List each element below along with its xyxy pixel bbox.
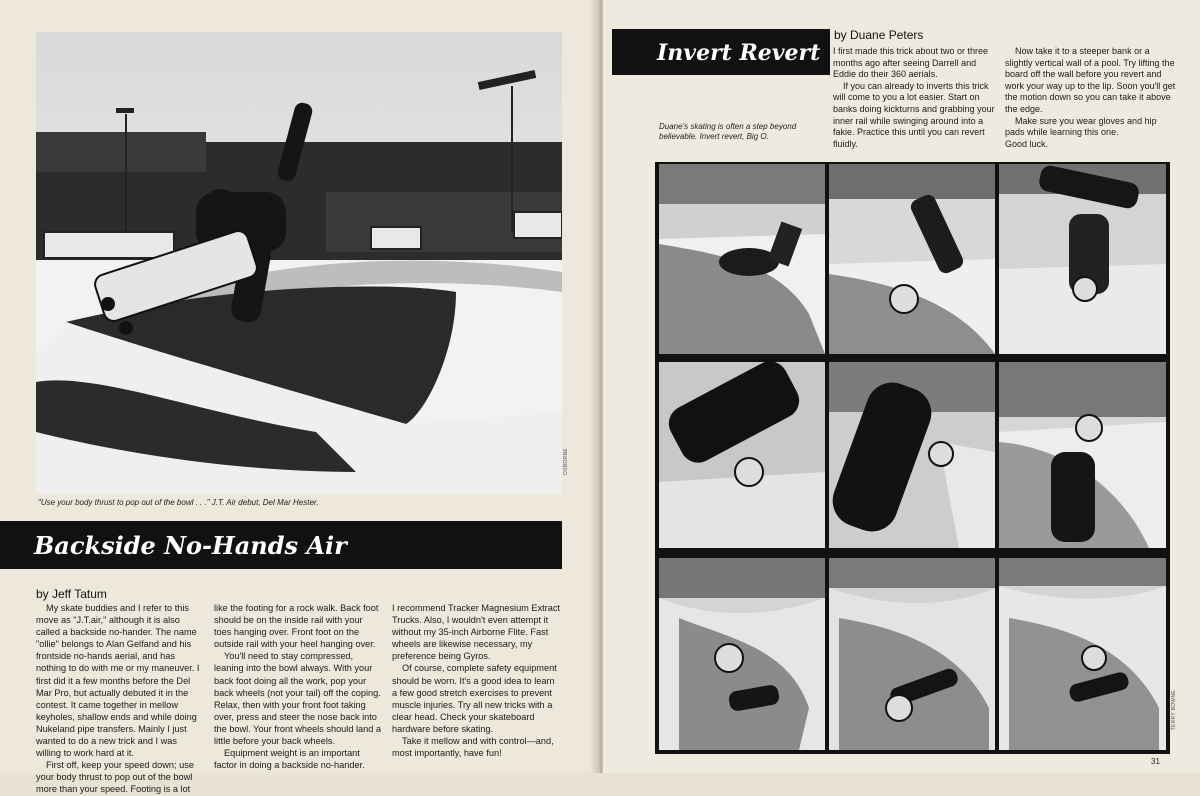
sequence-frame xyxy=(659,558,825,750)
paragraph: Good luck. xyxy=(1005,138,1049,149)
body-column-2 xyxy=(1005,46,1177,150)
sequence-photo-credit: TERRY BOWNE xyxy=(1171,690,1177,731)
article-title: Invert Revert xyxy=(657,40,821,66)
sequence-frame xyxy=(999,362,1166,548)
left-page xyxy=(0,0,597,795)
paragraph: I first made this trick about two or three months ago after seeing Darrell and Eddie do their 360 aerials. xyxy=(833,46,989,80)
body-column-1 xyxy=(36,602,204,796)
paragraph: Take it mellow and with control—and, most importantly, have fun! xyxy=(392,736,554,759)
paragraph: Of course, complete safety equipment should be worn. It's a good idea to learn a few good stretch exercises to prevent muscle injuries. Try all new tricks with a clear head. Check your skateboard hardware before skating. xyxy=(392,663,557,734)
paragraph: My skate buddies and I refer to this move as "J.T.air," although it is also called a backside no-hander. The name "ollie" belongs to Alan Gelfand and his frontside no-hands aerial, and has nothing to do with me or my maneuver. I first did it a few months before the Del Mar Pro, but actually debuted it in the contest. It came together in mellow keyholes, shallow ends and while doing Nukeland pipe transfers. Mainly I just wanted to do a new trick and I was willing to work hard at it. xyxy=(36,603,200,759)
paragraph: Equipment weight is an important factor in doing a backside no-hander. xyxy=(214,748,365,771)
body-column-3 xyxy=(392,602,562,759)
article-title: Backside No-Hands Air xyxy=(34,531,347,560)
right-page xyxy=(603,0,1200,773)
paragraph: First off, keep your speed down; use your body thrust to pop out of the bowl more than your speed. Footing is a lot xyxy=(36,760,194,795)
sequence-frame xyxy=(829,164,995,354)
paragraph: I recommend Tracker Magnesium Extract Trucks. Also, I wouldn't even attempt it without my 35-inch Airborne Flite. Fast wheels are likewise necessary, my preference being Gyros. xyxy=(392,603,560,662)
paragraph: You'll need to stay compressed, leaning into the bowl always. With your back foot doing all the work, pop your back wheels (not your tail) off the coping. Relax, then with your front foot taking over, press and steer the nose back into the bowl. Your front wheels should land a little before your back wheels. xyxy=(214,651,382,747)
byline: by Duane Peters xyxy=(834,28,924,42)
sequence-frame xyxy=(999,164,1166,354)
body-column-2 xyxy=(214,602,382,771)
paragraph: like the footing for a rock walk. Back foot should be on the inside rail with your toes hanging over. Front foot on the outside rail with your heel hanging over. xyxy=(214,603,379,650)
main-skate-photo xyxy=(36,32,562,494)
paragraph: Make sure you wear gloves and hip pads while learning this one. xyxy=(1005,115,1157,138)
body-column-1 xyxy=(833,46,1001,150)
sequence-frame xyxy=(999,558,1166,750)
sequence-frame xyxy=(829,362,995,548)
sequence-frame xyxy=(659,362,825,548)
main-photo-caption: "Use your body thrust to pop out of the bowl . . ." J.T. Air debut, Del Mar Hester. xyxy=(38,498,319,507)
page-number: 31 xyxy=(1151,757,1160,766)
sequence-frame xyxy=(829,558,995,750)
paragraph: Now take it to a steeper bank or a slightly vertical wall of a pool. Try lifting the board off the wall before you revert and work your way up to the lip. Soon you'll get the motion down so you can take it above the edge. xyxy=(1005,46,1176,114)
paragraph: If you can already to inverts this trick will come to you a lot easier. Start on banks doing kickturns and grabbing your inner rail while swinging around into a fakie. Practice this until you can revert fluidly. xyxy=(833,80,995,149)
sequence-caption: Duane's skating is often a step beyond believable. Invert revert, Big O. xyxy=(659,122,797,141)
sequence-frame xyxy=(659,164,825,354)
byline: by Jeff Tatum xyxy=(36,587,107,601)
sequence-grid xyxy=(655,162,1170,754)
photo-credit: OSBORNE xyxy=(563,448,569,476)
